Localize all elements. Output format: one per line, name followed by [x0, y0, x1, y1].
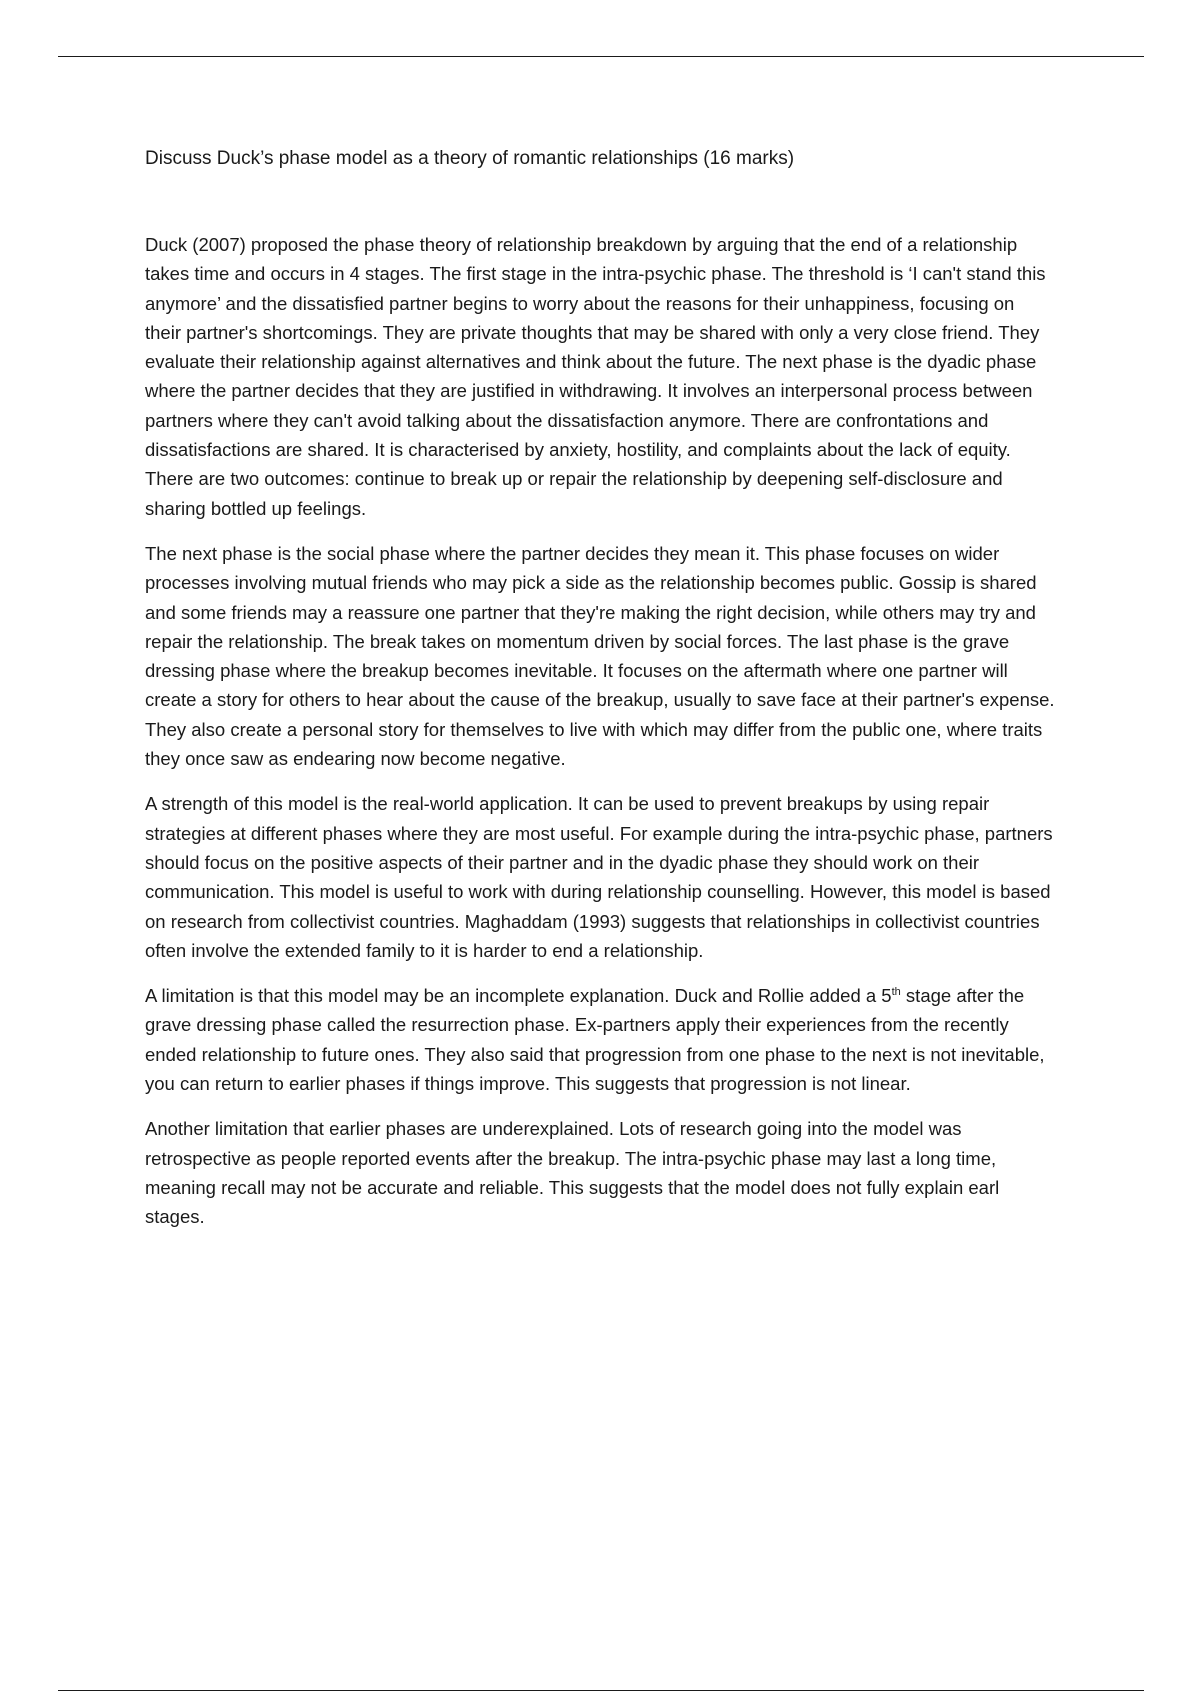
limitation-text-start: A limitation is that this model may be an incomplete explanation. Duck and Rollie added a 5 — [145, 985, 892, 1007]
document-body — [145, 144, 1055, 1248]
ordinal-superscript: th — [891, 985, 901, 998]
essay-title: Discuss Duck’s phase model as a theory of romantic relationships (16 marks) — [145, 148, 795, 169]
page-top-rule — [58, 56, 1144, 57]
paragraph-social-phase: The next phase is the social phase where the partner decides they mean it. This phase focuses on wider processes involving mutual friends who may pick a side as the relationship becomes public. Gossip is shared and some friends may a reassure one partner that they're making the right decision, while others may try and repair the relationship. The break takes on momentum driven by social forces. The last phase is the grave dressing phase where the breakup becomes inevitable. It focuses on the aftermath where one partner will create a story for others to hear about the cause of the breakup, usually to save face at their partner's expense. They also create a personal story for themselves to live with which may differ from the public one, where traits they once saw as endearing now become negative. — [145, 542, 1055, 770]
paragraph-limitation — [145, 981, 1055, 1098]
paragraph-strength: A strength of this model is the real-world application. It can be used to prevent breakups by using repair strategies at different phases where they are most useful. For example during the intra-psychic phase, partners should focus on the positive aspects of their partner and in the dyadic phase they should work on their communication. This model is useful to work with during relationship counselling. However, this model is based on research from collectivist countries. Maghaddam (1993) suggests that relationships in collectivist countries often involve the extended family to it is harder to end a relationship. — [145, 793, 1053, 961]
limitation-text-end: stage after the grave dressing phase called the resurrection phase. Ex-partners apply their experiences from the recently ended relationship to future ones. They also said that progression from one phase to the next is not inevitable, you can return to earlier phases if things improve. This suggests that progression is not linear. — [145, 985, 1045, 1095]
page-bottom-rule — [58, 1690, 1144, 1691]
paragraph-final-limitation: Another limitation that earlier phases are underexplained. Lots of research going into the model was retrospective as people reported events after the breakup. The intra-psychic phase may last a long time, meaning recall may not be accurate and reliable. This suggests that the model does not fully explain earl stages. — [145, 1118, 1000, 1228]
paragraph-intro: Duck (2007) proposed the phase theory of relationship breakdown by arguing that the end of a relationship takes time and occurs in 4 stages. The first stage in the intra-psychic phase. The threshold is ‘I can't stand this anymore’ and the dissatisfied partner begins to worry about the reasons for their unhappiness, focusing on their partner's shortcomings. They are private thoughts that may be shared with only a very close friend. They evaluate their relationship against alternatives and think about the future. The next phase is the dyadic phase where the partner decides that they are justified in withdrawing. It involves an interpersonal process between partners where they can't avoid talking about the dissatisfaction anymore. There are confrontations and dissatisfactions are shared. It is characterised by anxiety, hostility, and complaints about the lack of equity. There are two outcomes: continue to break up or repair the relationship by deepening self-disclosure and sharing bottled up feelings. — [145, 234, 1046, 519]
